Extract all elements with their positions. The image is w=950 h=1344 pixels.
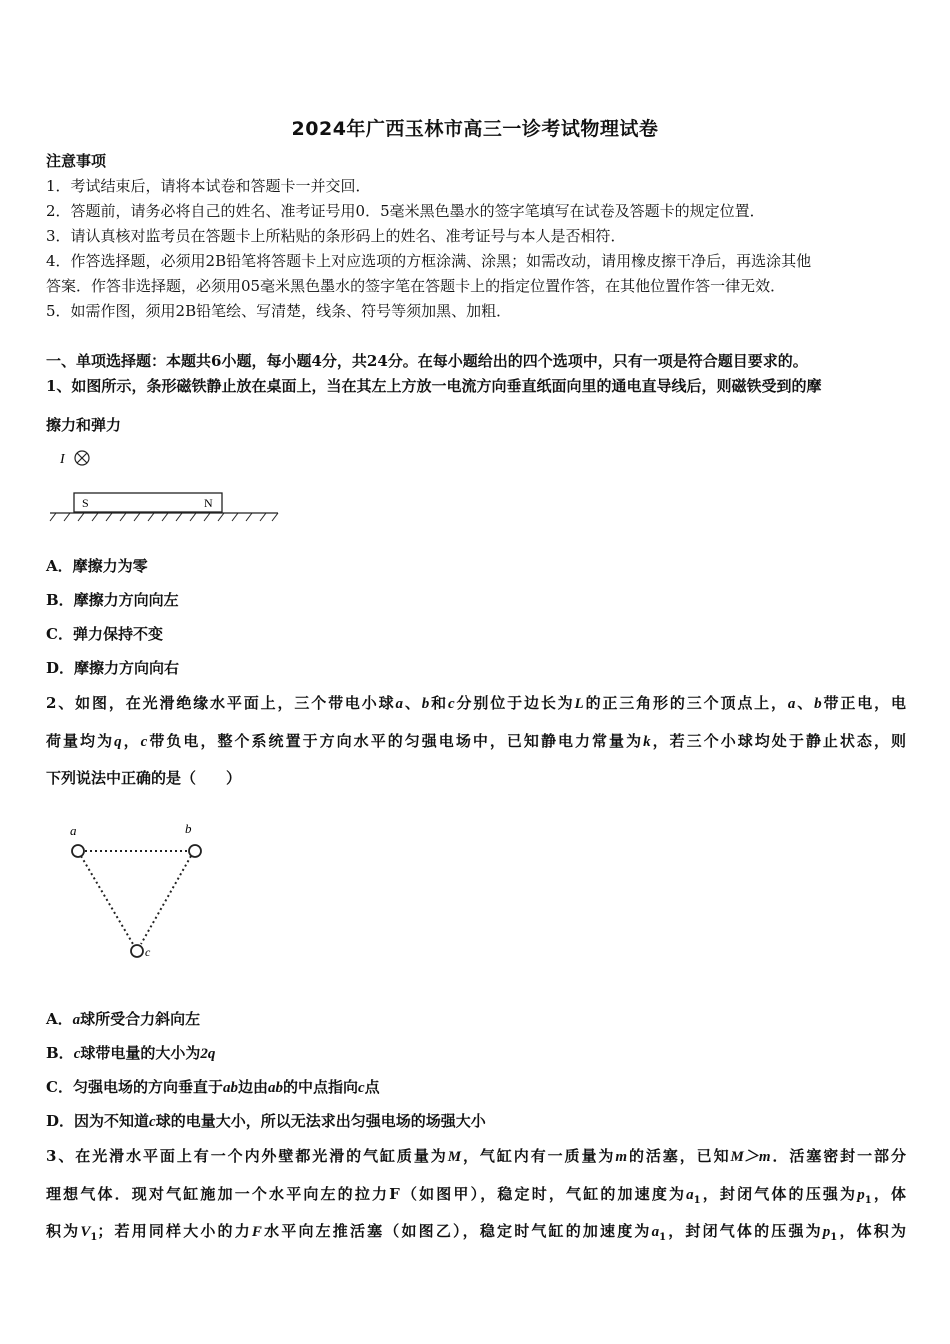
charge-b: [189, 845, 201, 857]
notice-item: 2．答题前，请务必将自己的姓名、准考证号用0．5毫米黑色墨水的签字笔填写在试卷及答题卡的规定位置．: [46, 202, 765, 220]
option-b: B．摩擦力方向向左: [46, 591, 179, 609]
question-2-stem-cont: 荷量均为q，c带负电，整个系统置于方向水平的匀强电场中，已知静电力常量为k，若三个小球均处于静止状态，则: [46, 732, 906, 750]
page-title: 2024年广西玉林市高三一诊考试物理试卷: [291, 118, 659, 140]
triangle-edges: [81, 851, 191, 944]
magnet-pole-n: N: [204, 496, 213, 510]
charge-a: [72, 845, 84, 857]
current-into-page-icon: [75, 451, 89, 465]
question-3-stem-cont: 理想气体．现对气缸施加一个水平向左的拉力F（如图甲），稳定时，气缸的加速度为$a_1$，封闭气体的压强为$p_1$，体: [46, 1185, 906, 1206]
triangle-charges-figure: [60, 818, 230, 968]
notice-item: 5．如需作图，须用2B铅笔绘、写清楚，线条、符号等须加黑、加粗．: [46, 302, 512, 320]
option-c: C．弹力保持不变: [46, 625, 163, 643]
question-1-stem: 1、如图所示，条形磁铁静止放在桌面上，当在其左上方放一电流方向垂直纸面向里的通电直导线后，则磁铁受到的摩: [46, 377, 822, 395]
option-a: A．摩擦力为零: [46, 557, 148, 575]
option-b: B．c球带电量的大小为2q: [46, 1044, 216, 1062]
option-d: D．摩擦力方向向右: [46, 659, 180, 677]
magnet-figure: [46, 446, 286, 526]
bar-magnet: [74, 493, 222, 512]
current-label: I: [60, 452, 65, 467]
question-3-stem-cont: 积为$V_1$；若用同样大小的力F水平向左推活塞（如图乙），稳定时气缸的加速度为$a_1$，封闭气体的压强为$p_1$，体积为: [46, 1222, 906, 1243]
notice-heading: 注意事项: [46, 152, 107, 170]
option-c: C．匀强电场的方向垂直于ab边由ab的中点指向c点: [46, 1078, 380, 1096]
question-2-stem: 2、如图，在光滑绝缘水平面上，三个带电小球a、b和c分别位于边长为L的正三角形的三个顶点上，a、b带正电，电: [46, 694, 906, 712]
option-d: D．因为不知道c球的电量大小，所以无法求出匀强电场的场强大小: [46, 1112, 486, 1130]
question-1-stem-cont: 擦力和弹力: [46, 416, 122, 434]
notice-item: 1．考试结束后，请将本试卷和答题卡一并交回．: [46, 177, 371, 195]
charge-c: [131, 945, 143, 957]
notice-item: 答案．作答非选择题，必须用05毫米黑色墨水的签字笔在答题卡上的指定位置作答，在其他位置作答一律无效．: [46, 277, 786, 295]
label-b: b: [185, 821, 192, 836]
notice-item: 3．请认真核对监考员在答题卡上所粘贴的条形码上的姓名、准考证号与本人是否相符．: [46, 227, 626, 245]
table-hatching: [50, 513, 278, 521]
magnet-pole-s: S: [82, 496, 89, 510]
notice-item: 4．作答选择题，必须用2B铅笔将答题卡上对应选项的方框涂满、涂黑；如需改动，请用橡皮擦干净后，再选涂其他: [46, 252, 812, 270]
label-c: c: [145, 945, 151, 959]
option-a: A．a球所受合力斜向左: [46, 1010, 201, 1028]
section-heading: 一、单项选择题：本题共6小题，每小题4分，共24分。在每小题给出的四个选项中，只有一项是符合题目要求的。: [46, 352, 808, 370]
question-2-stem-end: 下列说法中正确的是（ ）: [46, 769, 242, 787]
label-a: a: [70, 823, 77, 838]
question-3-stem: 3、在光滑水平面上有一个内外壁都光滑的气缸质量为M，气缸内有一质量为m的活塞，已知M＞m．活塞密封一部分: [46, 1147, 906, 1165]
